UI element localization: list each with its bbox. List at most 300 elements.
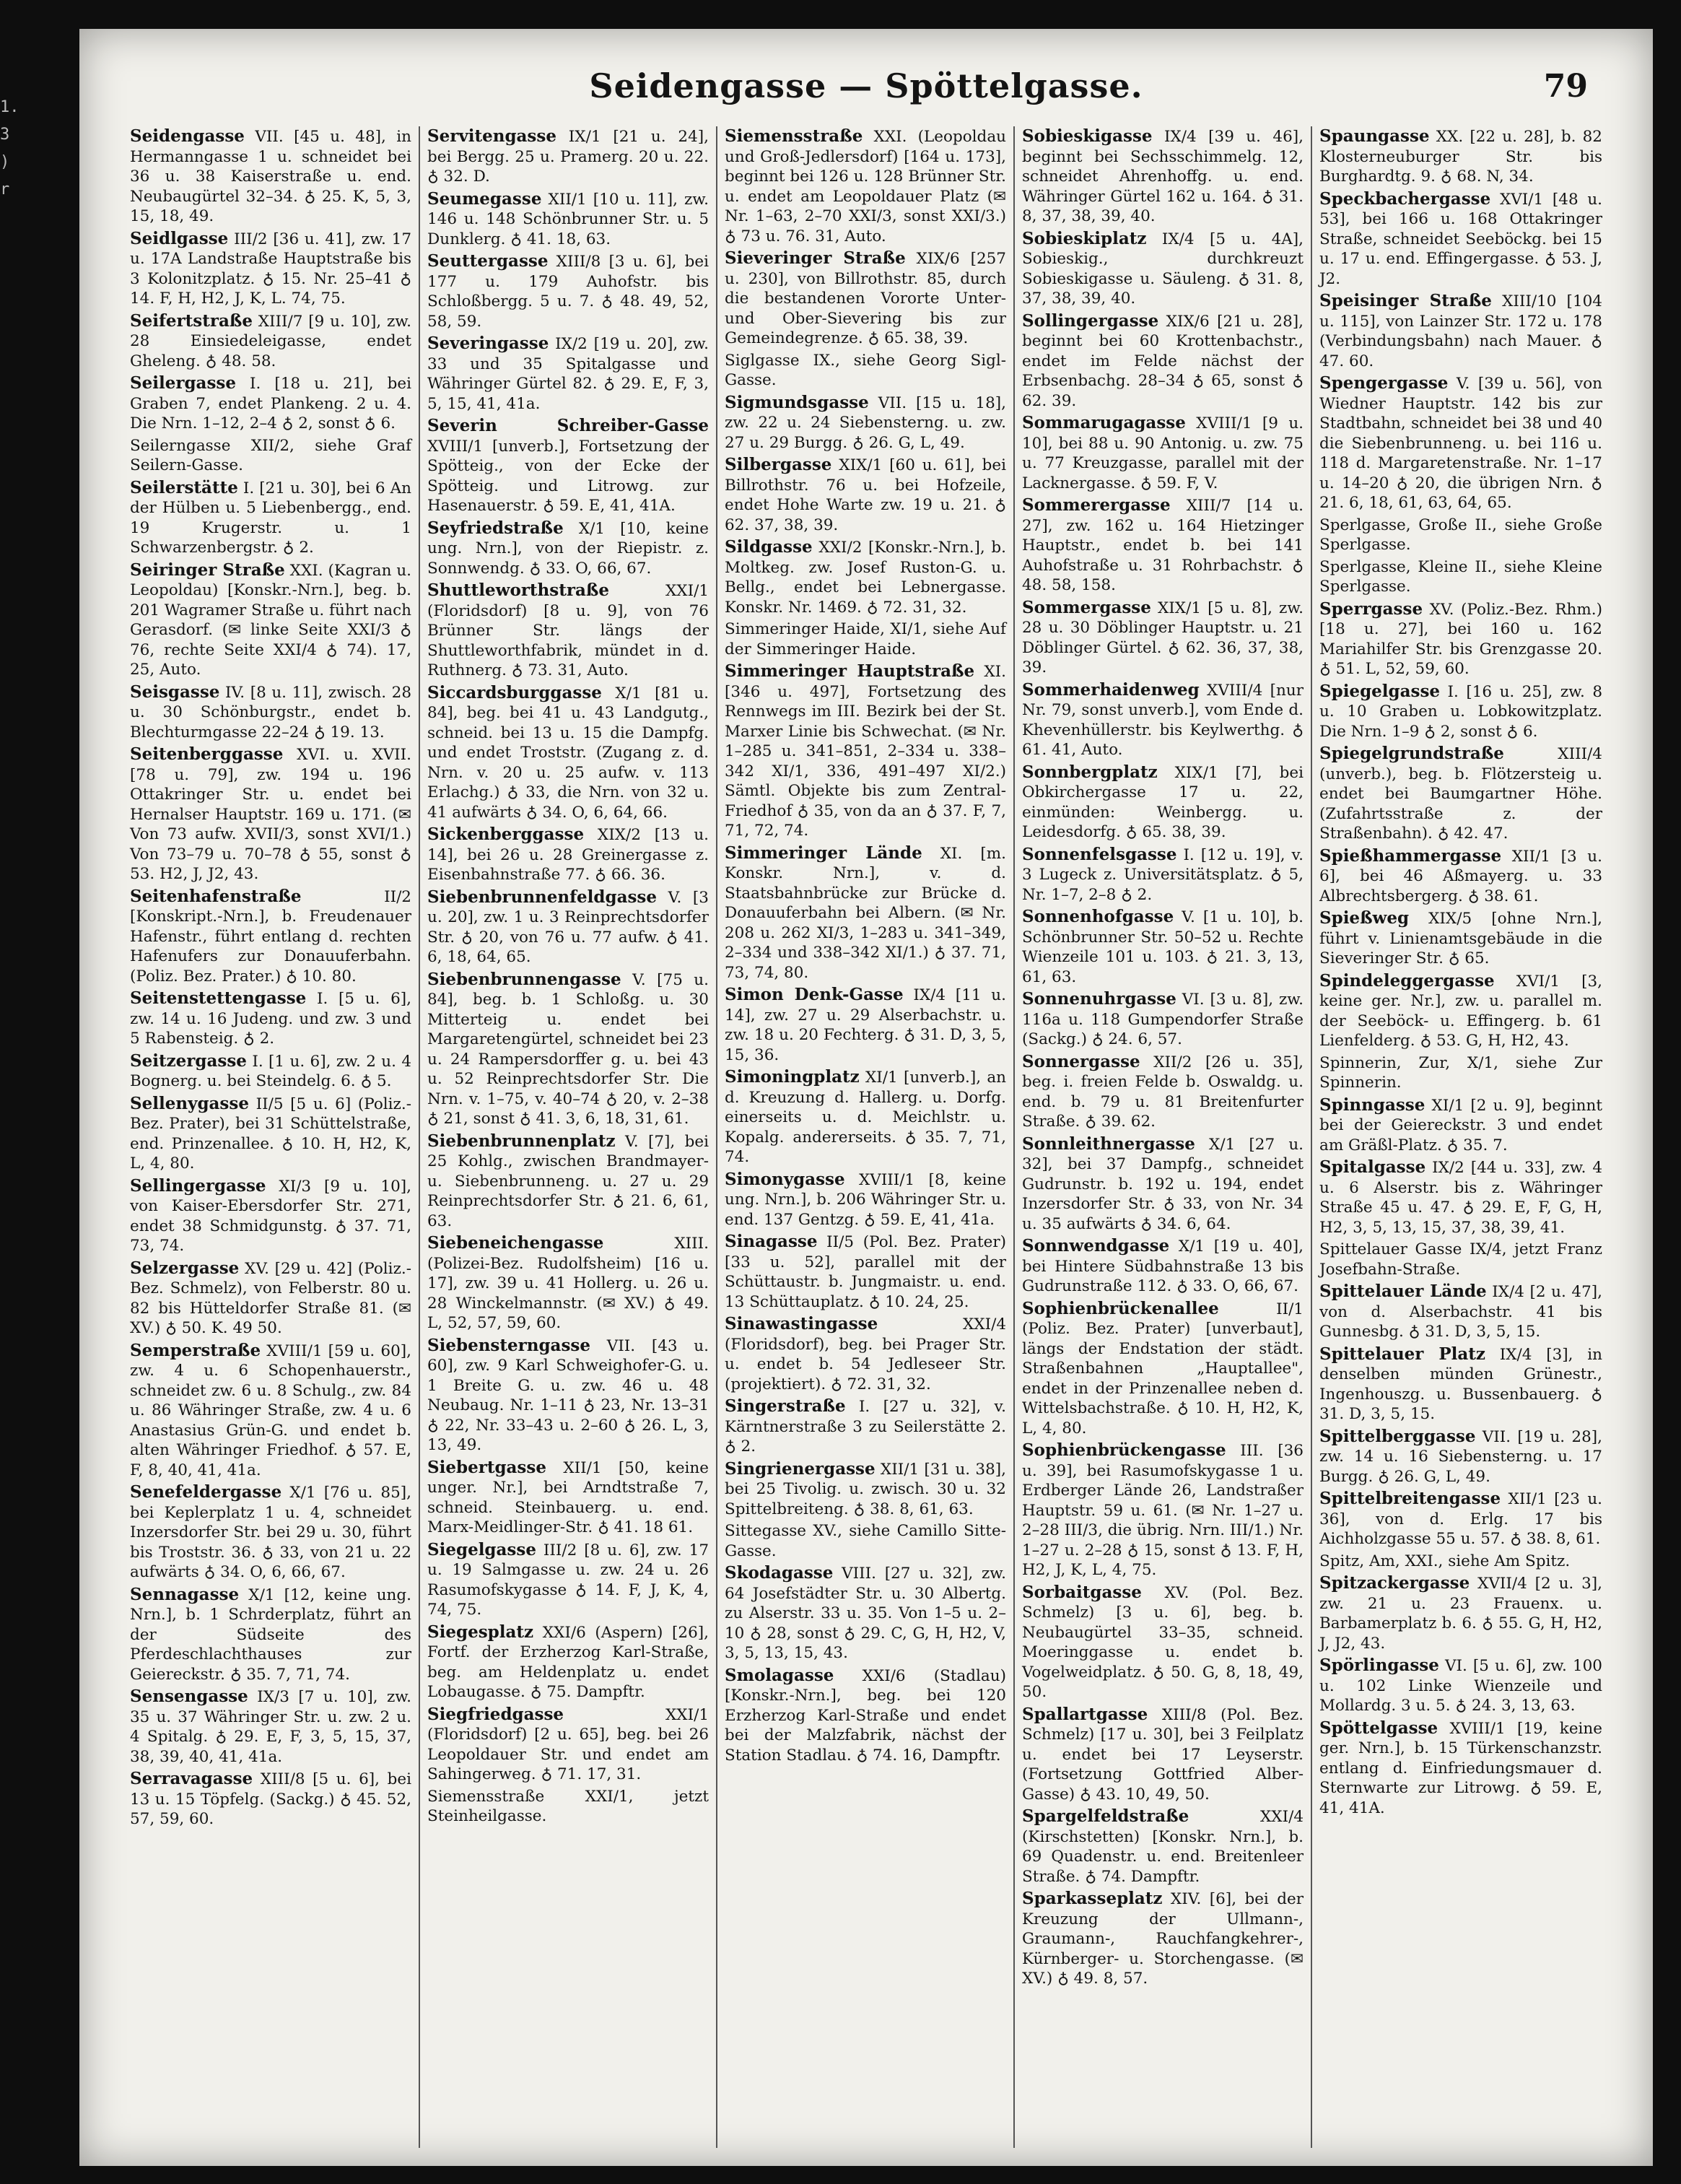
street-entry xyxy=(1022,598,1304,678)
street-entry xyxy=(1022,1583,1304,1702)
street-entry xyxy=(427,1131,709,1232)
street-details: XXI/1 (Floridsdorf) [8 u. 9], von 76 Brünner Str. längs der Shuttleworthfabrik, mündet in d. Ruthnerg. ♁ 73. 31, Auto. xyxy=(427,582,709,679)
street-details: VII. [19 u. 28], zw. 14 u. 16 Siebensterng. u. 17 Burgg. ♁ 26. G, L, 49. xyxy=(1319,1427,1602,1486)
street-entry xyxy=(130,1482,411,1583)
street-details: II/5 (Pol. Bez. Prater) [33 u. 52], parallel mit der Schüttaustr. b. Jungmaistr. u. end. 13 Schüttauplatz. ♁ 10. 24, 25. xyxy=(725,1233,1006,1311)
street-details: Seilerngasse XII/2, siehe Graf Seilern-Gasse. xyxy=(130,436,411,474)
street-details: XIII. (Polizei-Bez. Rudolfsheim) [16 u. 17], zw. 39 u. 41 Hollerg. u. 26 u. 28 Winckelmannstr. (✉ XV.) ♁ 49. L, 52, 57, 59, 60. xyxy=(427,1235,709,1332)
street-entry xyxy=(1022,1806,1304,1887)
street-name: Seyfriedstraße xyxy=(427,518,564,538)
street-details: VI. [3 u. 8], zw. 116a u. 118 Gumpendorfer Straße (Sackg.) ♁ 24. 6, 57. xyxy=(1022,991,1304,1048)
street-entry xyxy=(1022,1134,1304,1235)
street-entry xyxy=(1319,744,1602,844)
edge-mark: r xyxy=(0,180,10,199)
street-name: Sennagasse xyxy=(130,1584,240,1604)
street-details: VII. [15 u. 18], zw. 22 u. 24 Siebensterng. u. zw. 27 u. 29 Burgg. ♁ 26. G, L, 49. xyxy=(725,393,1006,452)
street-name: Simmeringer Lände xyxy=(725,843,922,863)
street-details: VIII. [27 u. 32], zw. 64 Josefstädter Str. u. 30 Albertg. zu Alserstr. 33 u. 35. Von 1–5 u. 2–10 ♁ 28, sonst ♁ 29. C, G, H, H2, V, 3, 5, 13, 15, 43. xyxy=(725,1565,1006,1662)
street-entry xyxy=(1022,229,1304,309)
street-entry xyxy=(725,455,1006,535)
column-4 xyxy=(1015,126,1312,2148)
street-entry xyxy=(1319,1489,1602,1549)
street-entry xyxy=(1319,373,1602,513)
street-details: XV. [29 u. 42] (Poliz.-Bez. Schmelz), von Felberstr. 80 u. 82 bis Hütteldorfer Straße 81. (✉ XV.) ♁ 50. K. 49 50. xyxy=(130,1259,411,1337)
street-name: Sonnenfelsgasse xyxy=(1022,844,1177,864)
street-entry xyxy=(427,683,709,823)
street-details: XII/2 [26 u. 35], beg. i. freien Felde b. Oswaldg. u. end. b. 79 u. 81 Breitenfurter Straße. ♁ 39. 62. xyxy=(1022,1053,1304,1131)
street-entry xyxy=(427,825,709,885)
entry-columns xyxy=(123,126,1610,2148)
street-details: XIX/6 [21 u. 28], beginnt bei 60 Krottenbachstr., endet im Felde nächst der Erbsenbachg. 28–34 ♁ 65, sonst ♁ 62. 39. xyxy=(1022,312,1304,410)
street-entry xyxy=(1022,1889,1304,1989)
street-details: X/1 [76 u. 85], bei Keplerplatz 1 u. 4, schneidet Inzersdorfer Str. bei 29 u. 30, führt bis Troststr. 36. ♁ 33, von 21 u. 22 aufwärts ♁ 34. O, 6, 66, 67. xyxy=(130,1484,411,1581)
street-entry xyxy=(427,1787,709,1827)
street-entry xyxy=(725,1314,1006,1394)
street-name: Spörlingasse xyxy=(1319,1656,1439,1675)
street-details: XVIII/1 [19, keine ger. Nrn.], b. 15 Türkenschanzstr. entlang d. Einfriedungsmauer d. Sternwarte zur Litrowg. ♁ 59. E, 41, 41A. xyxy=(1319,1719,1602,1817)
street-name: Spießweg xyxy=(1319,908,1410,928)
street-details: III. [36 u. 39], bei Rasumofskygasse 1 u. Erdberger Lände 26, Landstraßer Hauptstr. 59 u. 61. (✉ Nr. 1–27 u. 2–28 III/3, die übrig. Nrn. III/1.) Nr. 1–27 u. 2–28 ♁ 15, sonst ♁ 13. F, H, H2, J, K, L, 4, 75. xyxy=(1022,1442,1304,1579)
street-details: IX/4 [3], in denselben münden Grünestr., Ingenhouszg. u. Bussenbauerg. ♁ 31. D, 3, 5, 15. xyxy=(1319,1345,1602,1423)
street-entry xyxy=(1319,1282,1602,1342)
street-details: XIX/6 [257 u. 230], von Billrothstr. 85, durch die bestandenen Vororte Unter- und Ober-Sievering bis zur Gemeindegrenze. ♁ 65. 38, 39. xyxy=(725,250,1006,347)
street-name: Sieveringer Straße xyxy=(725,248,906,268)
street-name: Sommergasse xyxy=(1022,597,1151,617)
street-details: XII/1 [31 u. 38], bei 25 Tivolig. u. zwisch. 30 u. 32 Spittelbreiteng. ♁ 38. 8, 61, 63. xyxy=(725,1460,1006,1518)
street-name: Sigmundsgasse xyxy=(725,392,869,412)
street-name: Severingasse xyxy=(427,334,549,353)
street-name: Siegelgasse xyxy=(427,1539,536,1559)
street-entry xyxy=(130,1687,411,1767)
street-details: XIX/1 [60 u. 61], bei Billrothstr. 76 u. bei Hofzeile, endet Hohe Warte zw. 19 u. 21. ♁ 62. 37, 38, 39. xyxy=(725,456,1006,534)
street-details: X/1 [12, keine ung. Nrn.], b. 1 Schrderplatz, führt an der Südseite des Pferdeschlachthauses zur Geiereckstr. ♁ 35. 7, 71, 74. xyxy=(130,1585,411,1684)
street-name: Sparkasseplatz xyxy=(1022,1889,1163,1908)
street-entry xyxy=(130,988,411,1049)
street-entry xyxy=(1319,1718,1602,1819)
street-name: Seitenberggasse xyxy=(130,744,284,764)
street-entry xyxy=(1022,126,1304,227)
edge-mark: 1. xyxy=(0,98,19,116)
street-details: V. [75 u. 84], beg. b. 1 Schloßg. u. 30 Mitterteig u. endet bei Margaretengürtel, schneidet bei 23 u. 24 Rampersdorffer g. u. bei 43 u. 52 Reinprechtsdorfer Str. Die Nrn. v. 1–75, v. 40–74 ♁ 20, v. 2–38 ♁ 21, sonst ♁ 41. 3, 6, 18, 31, 61. xyxy=(427,970,709,1128)
street-name: Sonnenhofgasse xyxy=(1022,907,1174,926)
street-name: Sonnwendgasse xyxy=(1022,1236,1170,1256)
street-details: XVI/1 [48 u. 53], bei 166 u. 168 Ottakringer Straße, schneidet Seeböckg. bei 15 u. 17 u. end. Effingergasse. ♁ 53. J, J2. xyxy=(1319,190,1603,288)
street-name: Simonygasse xyxy=(725,1169,845,1189)
street-entry xyxy=(130,887,411,987)
street-name: Sonnergasse xyxy=(1022,1051,1140,1071)
street-entry xyxy=(130,126,411,227)
street-name: Siegfriedgasse xyxy=(427,1704,564,1724)
street-name: Spiegelgasse xyxy=(1319,681,1441,701)
street-details: VII. [45 u. 48], in Hermanngasse 1 u. schneidet bei 36 u. 38 Kaiserstraße u. end. Neubaugürtel 32–34. ♁ 25. K, 5, 3, 15, 18, 49. xyxy=(130,128,411,225)
street-entry xyxy=(1319,557,1602,597)
street-name: Sonnleithnergasse xyxy=(1022,1134,1195,1154)
street-details: I. [21 u. 30], bei 6 An der Hülben u. 5 Liebenbergg., end. 19 Krugerstr. u. 1 Schwarzenbergstr. ♁ 2. xyxy=(130,479,411,557)
street-name: Spittelberggasse xyxy=(1319,1426,1476,1446)
street-entry xyxy=(427,126,709,187)
street-details: XII/1 [3 u. 6], bei 46 Aßmayerg. u. 33 Albrechtsbergerg. ♁ 38. 61. xyxy=(1319,847,1602,905)
street-name: Sophienbrückenallee xyxy=(1022,1298,1219,1318)
street-details: Spitz, Am, XXI., siehe Am Spitz. xyxy=(1319,1552,1571,1570)
street-details: IX/1 [21 u. 24], bei Bergg. 25 u. Pramerg. 20 u. 22. ♁ 32. D. xyxy=(427,128,709,186)
street-entry xyxy=(1022,1236,1304,1297)
street-details: IV. [8 u. 11], zwisch. 28 u. 30 Schönburgstr., endet b. Blechturmgasse 22–24 ♁ 19. 13. xyxy=(130,683,411,741)
street-details: XVIII/1 [59 u. 60], zw. 4 u. 6 Schopenhauerstr., schneidet zw. 6 u. 8 Schulg., zw. 84 u. 86 Währinger Straße, zw. 4 u. 6 Anastasius Grün-G. und endet b. alten Währinger Friedhof. ♁ 57. E, F, 8, 40, 41, 41a. xyxy=(130,1341,411,1479)
street-details: XIII/7 [14 u. 27], zw. 162 u. 164 Hietzinger Hauptstr., endet b. bei 141 Auhofstraße u. 31 Rohrbachstr. ♁ 48. 58, 158. xyxy=(1022,497,1304,594)
street-name: Semperstraße xyxy=(130,1340,261,1360)
street-entry xyxy=(1319,1157,1602,1237)
street-name: Seiringer Straße xyxy=(130,560,285,580)
street-name: Simoningplatz xyxy=(725,1067,860,1087)
street-entry xyxy=(130,1051,411,1092)
street-details: Sittegasse XV., siehe Camillo Sitte-Gasse. xyxy=(725,1522,1006,1560)
street-name: Singrienergasse xyxy=(725,1458,876,1479)
street-entry xyxy=(427,334,709,414)
street-details: XIX/1 [7], bei Obkirchergasse 17 u. 22, einmünden: Weinbergg. u. Leidesdorfg. ♁ 65. 38, 39. xyxy=(1022,763,1304,841)
street-name: Seidengasse xyxy=(130,126,245,146)
street-details: XVI. u. XVII. [78 u. 79], zw. 194 u. 196 Ottakringer Str. u. endet bei Hernalser Hauptstr. 169 u. 171. (✉ Von 73 aufw. XVII/3, sonst XVI/1.) Von 73–79 u. 70–78 ♁ 55, sonst ♁ 53. H2, J, J2, 43. xyxy=(130,746,411,883)
street-details: XV. (Pol. Bez. Schmelz) [3 u. 6], beg. b. Neubaugürtel 33–35, schneid. Moeringgasse u. endet b. Vogelweidplatz. ♁ 50. G, 8, 18, 49, 50. xyxy=(1022,1583,1304,1701)
street-entry xyxy=(427,251,709,331)
street-details: III/2 [36 u. 41], zw. 17 u. 17A Landstraße Hauptstraße bis 3 Kolonitzplatz. ♁ 15. Nr. 25–41 ♁ 14. F, H, H2, J, K, L. 74, 75. xyxy=(130,230,412,308)
street-details: XIII/8 (Pol. Bez. Schmelz) [17 u. 30], bei 3 Feilplatz u. endet bei 17 Leyserstr. (Fortsetzung Gottfried Alber-Gasse) ♁ 43. 10, 49, 50. xyxy=(1022,1705,1304,1804)
street-entry xyxy=(427,1540,709,1620)
street-entry xyxy=(725,661,1006,841)
street-entry xyxy=(1022,1299,1304,1439)
street-entry xyxy=(1022,1440,1304,1580)
street-name: Spittelauer Platz xyxy=(1319,1344,1485,1364)
column-2 xyxy=(420,126,717,2148)
street-entry xyxy=(427,416,709,516)
street-name: Senefeldergasse xyxy=(130,1482,282,1502)
street-entry xyxy=(427,518,709,579)
street-details: IX/4 [11 u. 14], zw. 27 u. 29 Alserbachstr. u. zw. 18 u. 20 Fechterg. ♁ 31. D, 3, 5, 15, 36. xyxy=(725,986,1006,1064)
street-entry xyxy=(725,1563,1006,1663)
street-entry xyxy=(1022,989,1304,1050)
street-entry xyxy=(1319,189,1602,290)
street-entry xyxy=(130,1176,411,1256)
street-entry xyxy=(1319,291,1602,371)
street-name: Sickenberggasse xyxy=(427,825,585,844)
street-entry xyxy=(1022,1705,1304,1805)
street-details: XXI/1 (Floridsdorf) [2 u. 65], beg. bei 26 Leopoldauer Str. und endet am Sahingerweg. ♁ 71. 17, 31. xyxy=(427,1705,709,1783)
street-entry xyxy=(1319,1053,1602,1093)
street-details: Spinnerin, Zur, X/1, siehe Zur Spinnerin. xyxy=(1319,1053,1602,1092)
street-entry xyxy=(130,311,411,372)
street-details: XIII/4 (unverb.), beg. b. Flötzersteig u. endet bei Baumgartner Höhe. (Zufahrtsstraße z. der Straßenbahn). ♁ 42. 47. xyxy=(1319,745,1602,843)
street-name: Siemensstraße xyxy=(725,126,863,146)
street-entry xyxy=(130,1769,411,1830)
street-details: V. [7], bei 25 Kohlg., zwischen Brandmayer- u. Siebenbrunneng. u. 27 u. 29 Reinprechtsdorfer Str. ♁ 21. 6, 61, 63. xyxy=(427,1132,709,1230)
street-details: X/1 [19 u. 40], bei Hintere Südbahnstraße 13 bis Gudrunstraße 112. ♁ 33. O, 66, 67. xyxy=(1022,1237,1304,1295)
street-name: Spitalgasse xyxy=(1319,1157,1426,1177)
street-name: Singerstraße xyxy=(725,1396,846,1416)
street-entry xyxy=(427,970,709,1129)
street-entry xyxy=(1319,1427,1602,1487)
street-details: XVIII/1 [9 u. 10], bei 88 u. 90 Antonig. u. zw. 75 u. 77 Kreuzgasse, parallel mit der Lacknergasse. ♁ 59. F, V. xyxy=(1022,414,1304,492)
street-name: Spindeleggergasse xyxy=(1319,970,1495,991)
street-details: II/1 (Poliz. Bez. Prater) [unverbaut], längs der Endstation der städt. Straßenbahnen „Hauptallee", endet in der Prinzenallee neben d. Wittelsbachstraße. ♁ 10. H, H2, K, L, 4, 80. xyxy=(1022,1300,1304,1437)
street-details: X/1 [81 u. 84], beg. bei 41 u. 43 Landgutg., schneid. bei 13 u. 15 die Dampfg. und endet Troststr. (Zugang z. d. Nrn. v. 20 u. 25 aufw. v. 113 Erlachg.) ♁ 33, die Nrn. von 32 u. 41 aufwärts ♁ 34. O, 6, 64, 66. xyxy=(427,684,709,822)
street-details: XX. [22 u. 28], b. 82 Klosterneuburger Str. bis Burghardtg. 9. ♁ 68. N, 34. xyxy=(1319,128,1602,186)
page-header xyxy=(79,66,1653,117)
street-details: XIX/1 [5 u. 8], zw. 28 u. 30 Döblinger Hauptstr. u. 21 Döblinger Gürtel. ♁ 62. 36, 37, 38, 39. xyxy=(1022,599,1304,676)
street-name: Simmeringer Hauptstraße xyxy=(725,661,975,681)
street-details: XXI. (Kagran u. Leopoldau) [Konskr.-Nrn.], beg. b. 201 Wagramer Straße u. führt nach Gerasdorf. (✉ linke Seite XXI/3 ♁ 76, rechte Seite XXI/4 ♁ 74). 17, 25, Auto. xyxy=(130,561,411,679)
street-entry xyxy=(725,1459,1006,1520)
street-entry xyxy=(130,229,411,309)
street-entry xyxy=(130,478,411,558)
street-name: Siegesplatz xyxy=(427,1622,534,1642)
street-entry xyxy=(427,1458,709,1538)
street-name: Spöttelgasse xyxy=(1319,1718,1438,1738)
street-name: Sommarugagasse xyxy=(1022,413,1186,432)
street-name: Spießhammergasse xyxy=(1319,845,1502,866)
street-details: I. [1 u. 6], zw. 2 u. 4 Bognerg. u. bei Steindelg. 6. ♁ 5. xyxy=(130,1052,411,1090)
street-entry xyxy=(130,373,411,434)
street-name: Sommerhaidenweg xyxy=(1022,679,1200,700)
street-name: Seilerstätte xyxy=(130,477,238,497)
street-details: Sperlgasse, Kleine II., siehe Kleine Sperlgasse. xyxy=(1319,557,1602,596)
street-details: XIV. [6], bei der Kreuzung der Ullmann-, Graumann-, Rauchfangkehrer-, Kürnberger- u. Storchengasse. (✉ XV.) ♁ 49. 8, 57. xyxy=(1022,1890,1304,1988)
column-5 xyxy=(1312,126,1610,2148)
street-details: XII/1 [10 u. 11], zw. 146 u. 148 Schönbrunner Str. u. 5 Dunklerg. ♁ 41. 18, 63. xyxy=(427,190,709,248)
street-name: Silbergasse xyxy=(725,455,832,474)
column-1 xyxy=(123,126,420,2148)
street-entry xyxy=(1022,845,1304,905)
street-details: XIX/2 [13 u. 14], bei 26 u. 28 Greinergasse z. Eisenbahnstraße 77. ♁ 66. 36. xyxy=(427,826,709,884)
street-name: Seitenhafenstraße xyxy=(130,886,302,906)
street-name: Seuttergasse xyxy=(427,251,549,271)
street-details: XIX/5 [ohne Nrn.], führt v. Linienamtsgebäude in die Sieveringer Str. ♁ 65. xyxy=(1319,910,1602,967)
street-name: Sperrgasse xyxy=(1319,599,1423,619)
street-details: XXI. (Leopoldau und Groß-Jedlersdorf) [164 u. 173], beginnt bei 126 u. 128 Brünner Str. u. endet am Leopoldauer Platz (✉ Nr. 1–63, 2–70 XXI/3, sonst XXI/3.) ♁ 73 u. 76. 31, Auto. xyxy=(725,128,1006,245)
street-details: XII/1 [23 u. 36], von d. Erlg. 17 bis Aichholzgasse 55 u. 57. ♁ 38. 8, 61. xyxy=(1319,1490,1603,1548)
street-details: XXI/6 (Stadlau) [Konskr.-Nrn.], beg. bei 120 Erzherzog Karl-Straße und endet bei der Malzfabrik, nächst der Station Stadlau. ♁ 74. 16, Dampftr. xyxy=(725,1666,1006,1765)
street-entry xyxy=(130,1258,411,1339)
left-margin-marks xyxy=(0,94,43,204)
street-name: Sobieskiplatz xyxy=(1022,228,1147,248)
street-details: V. [39 u. 56], von Wiedner Hauptstr. 142 bis zur Stadtbahn, schneidet bei 38 und 40 die Siebenbrunneng. u. bei 116 u. 118 d. Margaretenstraße. Nr. 1–17 u. 14–20 ♁ 20, die übrigen Nrn. ♁ 21. 6, 18, 61, 63, 64, 65. xyxy=(1319,375,1602,512)
street-details: XVII/4 [2 u. 3], zw. 21 u. 23 Frauenx. u. Barbamerplatz b. 6. ♁ 55. G, H, H2, J, J2, 43. xyxy=(1319,1575,1602,1653)
street-name: Sorbaitgasse xyxy=(1022,1582,1142,1602)
street-details: XVIII/1 [8, keine ung. Nrn.], b. 206 Währinger Str. u. end. 137 Gentzg. ♁ 59. E, 41, 41a. xyxy=(725,1170,1006,1229)
street-name: Sommerergasse xyxy=(1022,495,1171,515)
street-name: Sinawastingasse xyxy=(725,1314,878,1334)
street-name: Seifertstraße xyxy=(130,310,253,331)
street-entry xyxy=(725,1396,1006,1457)
street-entry xyxy=(1022,413,1304,493)
street-name: Skodagasse xyxy=(725,1563,834,1583)
street-name: Speckbachergasse xyxy=(1319,188,1491,209)
street-name: Spiegelgrundstraße xyxy=(1319,744,1504,763)
street-name: Siccardsburggasse xyxy=(427,682,602,702)
street-name: Spaungasse xyxy=(1319,126,1430,146)
street-name: Sensengasse xyxy=(130,1687,248,1706)
street-name: Speisinger Straße xyxy=(1319,291,1492,310)
street-details: XI. [346 u. 497], Fortsetzung des Rennwegs im III. Bezirk bei der St. Marxer Linie bis Schwechat. (✉ Nr. 1–285 u. 341–851, 2–334 u. 338–342 XI/1, 336, 491–497 XI/2.) Sämtl. Objekte bis zum Zentral-Friedhof ♁ 35, von da an ♁ 37. F, 7, 71, 72, 74. xyxy=(725,663,1006,840)
street-details: I. [12 u. 19], v. 3 Lugeck z. Universitätsplatz. ♁ 5, Nr. 1–7, 2–8 ♁ 2. xyxy=(1022,845,1304,904)
street-entry xyxy=(725,248,1006,349)
column-3 xyxy=(717,126,1015,2148)
street-entry xyxy=(130,682,411,743)
street-details: IX/2 [44 u. 33], zw. 4 u. 6 Alserstr. bis z. Währinger Straße 45 u. 47. ♁ 29. E, F, G, H, H2, 3, 5, 13, 15, 37, 38, 39, 41. xyxy=(1319,1159,1603,1237)
street-name: Seumegasse xyxy=(427,188,542,209)
street-details: I. [5 u. 6], zw. 14 u. 16 Judeng. und zw. 3 und 5 Rabensteig. ♁ 2. xyxy=(130,990,411,1048)
street-details: IX/4 [5 u. 4A], Sobieskig., durchkreuzt Sobieskigasse u. Säuleng. ♁ 31. 8, 37, 38, 39, 40. xyxy=(1022,230,1304,308)
street-entry xyxy=(1319,126,1602,187)
street-entry xyxy=(130,1094,411,1174)
street-entry xyxy=(725,1067,1006,1167)
street-name: Sonnbergplatz xyxy=(1022,762,1158,782)
street-name: Sophienbrückengasse xyxy=(1022,1440,1226,1460)
street-name: Shuttleworthstraße xyxy=(427,580,609,600)
street-name: Servitengasse xyxy=(427,126,556,146)
street-entry xyxy=(130,436,411,476)
street-name: Seilergasse xyxy=(130,373,236,393)
street-name: Smolagasse xyxy=(725,1665,834,1685)
page-title: Seidengasse — Spöttelgasse. xyxy=(589,66,1143,105)
street-entry xyxy=(725,126,1006,246)
street-entry xyxy=(1022,311,1304,412)
street-name: Spallartgasse xyxy=(1022,1704,1148,1724)
street-name: Seitzergasse xyxy=(130,1050,247,1071)
street-name: Spittelbreitengasse xyxy=(1319,1489,1501,1508)
street-details: IX/2 [19 u. 20], zw. 33 und 35 Spitalgasse und Währinger Gürtel 82. ♁ 29. E, F, 3, 5, 15, 41, 41a. xyxy=(427,335,709,413)
street-details: XI. [m. Konskr. Nrn.], v. d. Staatsbahnbrücke zur Brücke d. Donauuferbahn bei Albern. (✉ Nr. 208 u. 262 XI/3, 1–283 u. 341–349, 2–334 und 338–342 XI/1.) ♁ 37. 71, 73, 74, 80. xyxy=(725,844,1006,982)
street-entry xyxy=(725,393,1006,453)
street-entry xyxy=(725,537,1006,617)
street-details: Siemensstraße XXI/1, jetzt Steinheilgasse. xyxy=(427,1787,709,1825)
street-details: V. [1 u. 10], b. Schönbrunner Str. 50–52 u. Rechte Wienzeile 101 u. 103. ♁ 21. 3, 13, 61, 63. xyxy=(1022,908,1304,986)
street-name: Sonnenuhrgasse xyxy=(1022,989,1176,1009)
street-details: V. [3 u. 20], zw. 1 u. 3 Reinprechtsdorfer Str. ♁ 20, von 76 u. 77 aufw. ♁ 41. 6, 18, 64, 65. xyxy=(427,888,709,966)
street-entry xyxy=(1319,1240,1602,1279)
street-entry xyxy=(1319,908,1602,969)
street-entry xyxy=(1319,1344,1602,1424)
street-details: IX/4 [2 u. 47], von d. Alserbachstr. 41 bis Gunnesbg. ♁ 31. D, 3, 5, 15. xyxy=(1319,1283,1602,1341)
street-name: Siebenbrunnengasse xyxy=(427,969,621,989)
street-details: IX/3 [7 u. 10], zw. 35 u. 37 Währinger Str. u. zw. 2 u. 4 Spitalg. ♁ 29. E, F, 3, 5, 15, 37, 38, 39, 40, 41, 41a. xyxy=(130,1688,411,1766)
street-entry xyxy=(725,351,1006,391)
street-details: XV. (Poliz.-Bez. Rhm.) [18 u. 27], bei 160 u. 162 Mariahilfer Str. bis Grenzgasse 20. ♁ 51. L, 52, 59, 60. xyxy=(1319,600,1602,678)
street-entry xyxy=(130,1585,411,1685)
street-name: Simon Denk-Gasse xyxy=(725,985,904,1004)
street-details: XI/3 [9 u. 10], von Kaiser-Ebersdorfer Str. 271, endet 38 Schmidgunstg. ♁ 37. 71, 73, 74. xyxy=(130,1177,411,1255)
street-details: II/5 [5 u. 6] (Poliz.-Bez. Prater), bei 31 Schüttelstraße, end. Prinzenallee. ♁ 10. H, H2, K, L, 4, 80. xyxy=(130,1095,411,1173)
street-entry xyxy=(725,1666,1006,1766)
street-entry xyxy=(130,560,411,680)
page-number: 79 xyxy=(1543,68,1588,105)
street-entry xyxy=(725,1521,1006,1561)
street-entry xyxy=(130,1341,411,1481)
street-entry xyxy=(427,887,709,967)
street-name: Seidlgasse xyxy=(130,228,229,248)
street-entry xyxy=(725,843,1006,983)
street-name: Seisgasse xyxy=(130,682,220,702)
street-name: Severin Schreiber-Gasse xyxy=(427,416,709,435)
street-name: Seitenstettengasse xyxy=(130,988,307,1008)
street-details: X/1 [10, keine ung. Nrn.], von der Riepistr. z. Sonnwendg. ♁ 33. O, 66, 67. xyxy=(427,519,709,578)
street-entry xyxy=(1022,907,1304,987)
street-details: I. [27 u. 32], v. Kärntnerstraße 3 zu Seilerstätte 2. ♁ 2. xyxy=(725,1398,1006,1456)
directory-page xyxy=(79,29,1653,2166)
street-entry xyxy=(427,1705,709,1785)
street-name: Siebensterngasse xyxy=(427,1335,590,1355)
street-name: Serravagasse xyxy=(130,1769,253,1788)
edge-mark: ) xyxy=(0,153,10,171)
street-entry xyxy=(1319,1573,1602,1653)
street-details: XIII/8 [3 u. 6], bei 177 u. 179 Auhofstr. bis Schloßbergg. 5 u. 7. ♁ 48. 49, 52, 58, 59. xyxy=(427,253,709,331)
street-name: Spargelfeldstraße xyxy=(1022,1806,1189,1826)
street-name: Siebeneichengasse xyxy=(427,1233,604,1253)
street-details: XVIII/1 [unverb.], Fortsetzung der Spötteig., von der Ecke der Spötteig. und Litrowg. zur Hasenauerstr. ♁ 59. E, 41, 41A. xyxy=(427,437,709,515)
street-details: XXI/4 (Kirschstetten) [Konskr. Nrn.], b. 69 Quadenstr. u. end. Breitenleer Straße. ♁ 74. Dampftr. xyxy=(1022,1808,1304,1886)
edge-mark: 3 xyxy=(0,126,10,144)
street-name: Siebenbrunnenplatz xyxy=(427,1131,616,1151)
street-name: Sobieskigasse xyxy=(1022,126,1153,146)
street-details: I. [16 u. 25], zw. 8 u. 10 Graben u. Lobkowitzplatz. Die Nrn. 1–9 ♁ 2, sonst ♁ 6. xyxy=(1319,682,1602,741)
street-name: Sildgasse xyxy=(725,537,813,557)
street-details: IX/4 [39 u. 46], beginnt bei Sechsschimmelg. 12, schneidet Ahrenhoffg. u. end. Währinger Gürtel 162 u. 164. ♁ 31. 8, 37, 38, 39, 40. xyxy=(1022,128,1304,225)
street-details: Siglgasse IX., siehe Georg Sigl-Gasse. xyxy=(725,351,1006,389)
street-details: Spittelauer Gasse IX/4, jetzt Franz Josefbahn-Straße. xyxy=(1319,1240,1602,1279)
street-entry xyxy=(1319,1656,1602,1716)
street-details: I. [18 u. 21], bei Graben 7, endet Plankeng. 2 u. 4. Die Nrn. 1–12, 2–4 ♁ 2, sonst ♁ 6. xyxy=(130,375,411,432)
street-details: XXI/2 [Konskr.-Nrn.], b. Moltkeg. zw. Josef Ruston-G. u. Bellg., endet bei Lebnergasse. Konskr. Nr. 1469. ♁ 72. 31, 32. xyxy=(725,539,1006,617)
street-details: XII/1 [50, keine unger. Nr.], bei Arndtstraße 7, schneid. Steinbauerg. u. end. Marx-Meidlinger-Str. ♁ 41. 18 61. xyxy=(427,1458,709,1536)
street-details: XVIII/4 [nur Nr. 79, sonst unverb.], vom Ende d. Khevenhüllerstr. bis Keylwerthg. ♁ 61. 41, Auto. xyxy=(1022,681,1304,759)
street-details: Simmeringer Haide, XI/1, siehe Auf der Simmeringer Haide. xyxy=(725,620,1006,658)
street-entry xyxy=(1022,1052,1304,1132)
street-entry xyxy=(427,1336,709,1456)
street-entry xyxy=(725,1170,1006,1230)
street-entry xyxy=(427,1233,709,1334)
street-name: Sinagasse xyxy=(725,1232,818,1251)
street-entry xyxy=(725,1232,1006,1312)
street-entry xyxy=(1022,495,1304,596)
street-entry xyxy=(130,744,411,884)
street-name: Sellenygasse xyxy=(130,1093,249,1113)
street-name: Selzergasse xyxy=(130,1258,240,1278)
street-entry xyxy=(1319,1095,1602,1156)
street-entry xyxy=(1319,971,1602,1051)
street-entry xyxy=(1319,1552,1602,1572)
street-name: Spittelauer Lände xyxy=(1319,1282,1487,1301)
street-name: Siebenbrunnenfeldgasse xyxy=(427,887,658,907)
street-entry xyxy=(427,1622,709,1702)
street-entry xyxy=(725,985,1006,1065)
street-name: Spinngasse xyxy=(1319,1095,1425,1115)
street-details: XIII/7 [9 u. 10], zw. 28 Einsiedeleigasse, endet Gheleng. ♁ 48. 58. xyxy=(130,312,411,370)
street-details: XXI/6 (Aspern) [26], Fortf. der Erzherzog Karl-Straße, beg. am Heldenplatz u. endet Lobaugasse. ♁ 75. Dampftr. xyxy=(427,1623,709,1701)
street-name: Sellingergasse xyxy=(130,1175,266,1196)
street-details: X/1 [27 u. 32], bei 37 Dampfg., schneidet Gudrunstr. b. 192 u. 194, endet Inzersdorfer Str. ♁ 33, von Nr. 34 u. 35 aufwärts ♁ 34. 6, 64. xyxy=(1022,1135,1304,1233)
street-details: VII. [43 u. 60], zw. 9 Karl Schweighofer-G. u. 1 Breite G. u. zw. 46 u. 48 Neubaug. Nr. 1–11 ♁ 23, Nr. 13–31 ♁ 22, Nr. 33–43 u. 2–60 ♁ 26. L, 3, 13, 49. xyxy=(427,1336,709,1454)
street-entry xyxy=(1319,515,1602,555)
street-entry xyxy=(427,580,709,681)
street-details: VI. [5 u. 6], zw. 100 u. 102 Linke Wienzeile und Mollardg. 3 u. 5. ♁ 24. 3, 13, 63. xyxy=(1319,1657,1602,1715)
street-details: II/2 [Konskript.-Nrn.], b. Freudenauer Hafenstr., führt entlang d. rechten Hafenufers zur Donauuferbahn. (Poliz. Bez. Prater.) ♁ 10. 80. xyxy=(130,887,411,986)
street-name: Siebertgasse xyxy=(427,1457,546,1477)
street-entry xyxy=(725,619,1006,659)
street-entry xyxy=(1319,599,1602,679)
street-details: XXI/4 (Floridsdorf), beg. bei Prager Str. u. endet b. 54 Jedleseer Str. (projektiert). ♁ 72. 31, 32. xyxy=(725,1315,1006,1393)
street-details: XI/1 [2 u. 9], beginnt bei der Geiereckstr. 3 und endet am Gräßl-Platz. ♁ 35. 7. xyxy=(1319,1096,1602,1154)
street-entry xyxy=(1319,682,1602,742)
street-details: XVI/1 [3, keine ger. Nr.], zw. u. parallel m. der Seeböck- u. Effingerg. b. 61 Lienfelderg. ♁ 53. G, H, H2, 43. xyxy=(1319,972,1602,1050)
street-details: III/2 [8 u. 6], zw. 17 u. 19 Salmgasse u. zw. 24 u. 26 Rasumofskygasse ♁ 14. F, J, K, 4, 74, 75. xyxy=(427,1541,709,1619)
